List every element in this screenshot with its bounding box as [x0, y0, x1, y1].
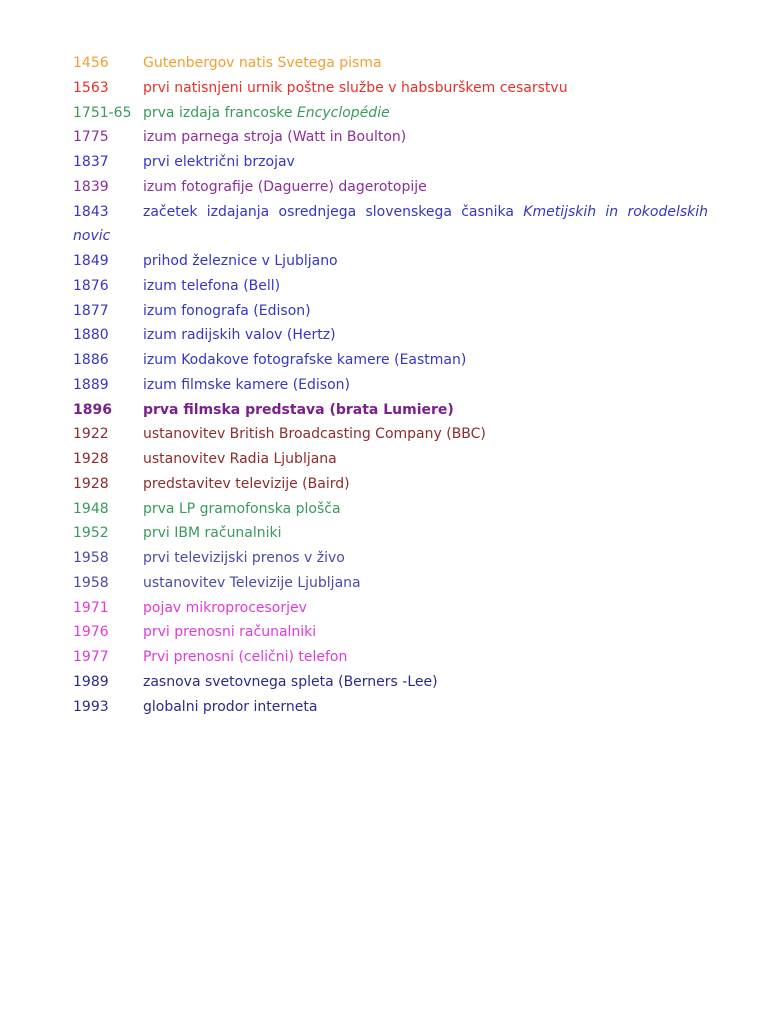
- timeline-year: 1886: [73, 352, 109, 368]
- timeline-row: [73, 422, 708, 447]
- timeline-event: pojav mikroprocesorjev: [143, 599, 307, 616]
- timeline-event: izum radijskih valov (Hertz): [143, 327, 336, 344]
- timeline-event-italic: Kmetijskih in rokodelskih: [523, 203, 709, 220]
- timeline-year: 1880: [73, 327, 109, 344]
- timeline-event-continuation: novic: [73, 228, 111, 245]
- timeline-event: izum fotografije (Daguerre) dagerotopije: [143, 178, 427, 195]
- timeline-row: [73, 101, 708, 126]
- timeline-row: [73, 125, 708, 150]
- timeline-event: prvi natisnjeni urnik poštne službe v habsburškem cesarstvu: [143, 79, 568, 96]
- timeline-row: [73, 546, 708, 571]
- timeline-event: izum telefona (Bell): [143, 277, 281, 294]
- timeline-row: [73, 571, 708, 596]
- timeline-event-text: začetek izdajanja osrednjega slovenskega časnika: [143, 203, 524, 220]
- timeline-year: 1928: [73, 451, 109, 467]
- timeline-year: 1958: [73, 574, 109, 591]
- timeline-event: prvi prenosni računalniki: [143, 624, 317, 641]
- timeline-event: Prvi prenosni (celični) telefon: [143, 649, 348, 665]
- timeline-year: 1922: [73, 426, 109, 443]
- timeline-row: [73, 521, 708, 546]
- timeline-event: zasnova svetovnega spleta (Berners -Lee): [143, 673, 438, 690]
- timeline-row: [73, 51, 708, 76]
- timeline-event: prvi IBM računalniki: [143, 525, 282, 542]
- timeline-year: 1775: [73, 129, 109, 146]
- timeline-year: 1928: [73, 475, 109, 492]
- timeline-year: 1971: [73, 599, 109, 616]
- timeline-event: prihod železnice v Ljubljano: [143, 253, 338, 269]
- timeline-event: izum filmske kamere (Edison): [143, 376, 350, 393]
- timeline-year: 1751-65: [73, 104, 132, 121]
- timeline-event: [143, 101, 708, 126]
- timeline-year: 1456: [73, 55, 109, 71]
- timeline-event: ustanovitev Televizije Ljubljana: [143, 574, 361, 591]
- timeline-year: 1958: [73, 550, 109, 566]
- timeline-year: 1563: [73, 79, 109, 96]
- timeline-row: [73, 150, 708, 175]
- timeline-row: [73, 200, 708, 225]
- timeline-row: [73, 76, 708, 101]
- timeline-event: globalni prodor interneta: [143, 698, 318, 715]
- timeline-row: [73, 447, 708, 472]
- timeline-row: [73, 175, 708, 200]
- timeline-year: 1948: [73, 500, 109, 517]
- timeline-event: Gutenbergov natis Svetega pisma: [143, 55, 382, 71]
- timeline-event: ustanovitev British Broadcasting Company (BBC): [143, 426, 486, 443]
- timeline-event: izum Kodakove fotografske kamere (Eastman): [143, 352, 467, 368]
- timeline-event: ustanovitev Radia Ljubljana: [143, 451, 337, 467]
- timeline-event: prvi električni brzojav: [143, 154, 295, 170]
- timeline-year: 1989: [73, 673, 109, 690]
- timeline-event-italic: Encyclopédie: [296, 104, 390, 121]
- timeline-year: 1977: [73, 649, 109, 665]
- timeline-event: izum fonografa (Edison): [143, 302, 311, 319]
- timeline-year: 1952: [73, 525, 109, 542]
- timeline-row: [73, 249, 708, 274]
- timeline-event: predstavitev televizije (Baird): [143, 475, 350, 492]
- timeline-event: izum parnega stroja (Watt in Boulton): [143, 129, 407, 146]
- timeline-row: [73, 472, 708, 497]
- timeline-year: 1839: [73, 178, 109, 195]
- timeline-row: [73, 274, 708, 299]
- timeline-year: 1889: [73, 376, 109, 393]
- timeline-year: 1876: [73, 277, 109, 294]
- timeline-year: 1896: [73, 401, 112, 418]
- timeline-year: 1976: [73, 624, 109, 641]
- timeline-year: 1993: [73, 698, 109, 715]
- timeline-row: [73, 596, 708, 621]
- timeline-year: 1849: [73, 253, 109, 269]
- timeline-event: prva filmska predstava (brata Lumiere): [143, 401, 454, 418]
- timeline-row: [73, 373, 708, 398]
- timeline-row: [73, 670, 708, 695]
- timeline-year: 1843: [73, 203, 109, 220]
- timeline-event: [143, 200, 708, 225]
- timeline-row: [73, 323, 708, 348]
- timeline: [73, 51, 708, 719]
- timeline-row: [73, 299, 708, 324]
- timeline-event: prva LP gramofonska plošča: [143, 500, 341, 517]
- timeline-year: 1837: [73, 154, 109, 170]
- timeline-year: 1877: [73, 302, 109, 319]
- timeline-row: [73, 695, 708, 720]
- timeline-event-text: prva izdaja francoske: [143, 104, 297, 121]
- timeline-row: [73, 620, 708, 645]
- timeline-row: [73, 497, 708, 522]
- timeline-row: [73, 398, 708, 423]
- timeline-row: [73, 645, 708, 670]
- timeline-row: [73, 348, 708, 373]
- timeline-event: prvi televizijski prenos v živo: [143, 550, 345, 566]
